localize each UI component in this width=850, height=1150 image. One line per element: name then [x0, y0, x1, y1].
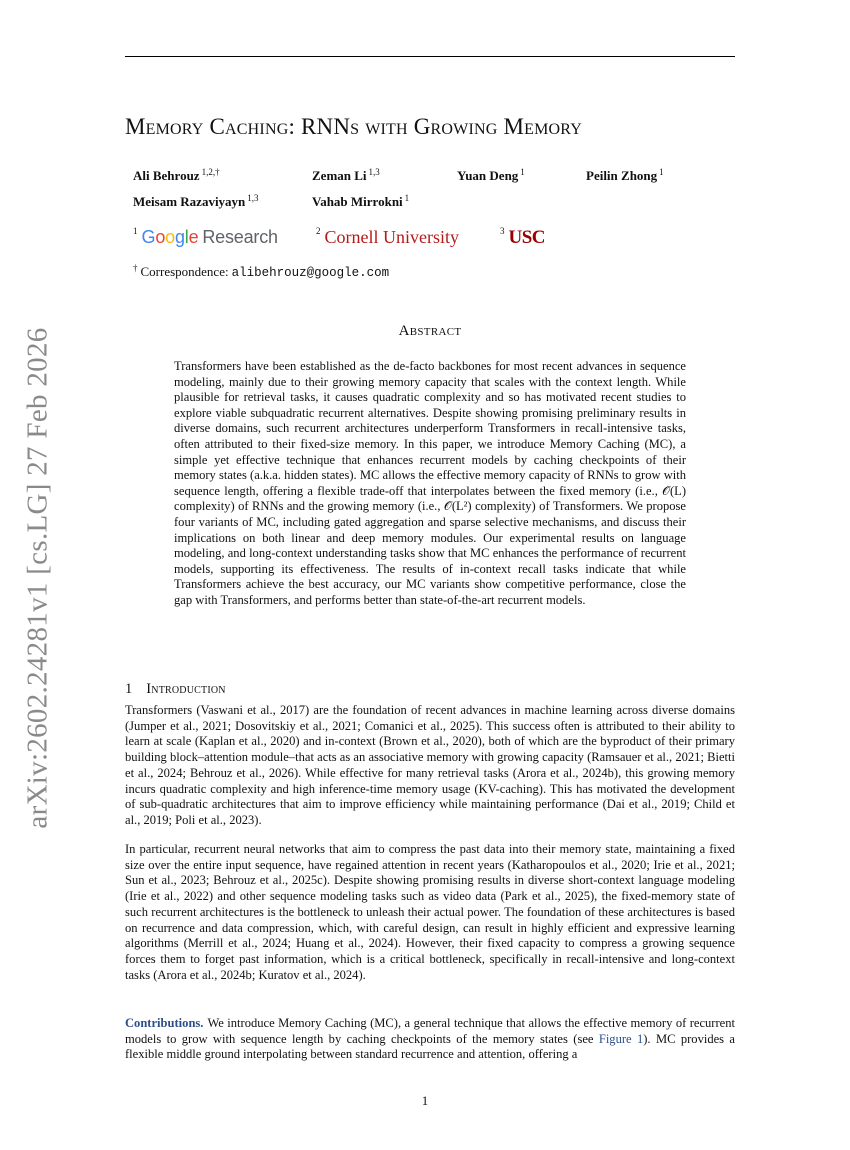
- affiliation-usc: $^3$ USC: [500, 226, 546, 248]
- top-rule: [125, 56, 735, 57]
- figure-1-link[interactable]: Figure 1: [598, 1031, 644, 1046]
- usc-logo: USC: [508, 227, 546, 248]
- correspondence-email[interactable]: alibehrouz@google.com: [231, 266, 390, 280]
- correspondence-note: † Correspondence: alibehrouz@google.com: [133, 263, 390, 280]
- author-zeman-li: Zeman Li $^{1,3}$: [312, 167, 380, 183]
- author-row: [133, 167, 753, 193]
- affiliation-google-research: $^1$ Google Research: [133, 226, 278, 247]
- author-peilin-zhong: Peilin Zhong $^1$: [586, 167, 664, 183]
- contributions-label: Contributions.: [125, 1016, 204, 1030]
- author-yuan-deng: Yuan Deng $^1$: [457, 167, 525, 183]
- google-research-logo: Google Research: [141, 227, 278, 247]
- author-ali-behrouz: Ali Behrouz $^{1,2,\dagger}$: [133, 167, 220, 183]
- author-list: [133, 167, 753, 219]
- affiliation-logos: [133, 226, 753, 260]
- paper-title: Memory Caching: RNNs with Growing Memory: [125, 114, 582, 139]
- body-paragraph: Transformers (Vaswani et al., 2017) are the foundation of recent advances in machine learning across diverse domains (Jumper et al., 2021; Dosovitskiy et al., 2021; Comanici et al., 2025). This success often is attributed to their ability to learn at scale (Kaplan et al., 2020) and in-context (Brown et al., 2020), both of which are the byproduct of their primary building block–attention module–that acts as an associative memory with growing capacity (Ramsauer et al., 2021; Bietti et al., 2024; Behrouz et al., 2026). While effective for many retrieval tasks (Arora et al., 2024b), this growing memory incurs quadratic complexity and high inference-time memory usage (KV-caching). This has motivated the development of sub-quadratic architectures that aim to improve efficiency while maintaining performance (Dai et al., 2019; Child et al., 2019; Poli et al., 2023).: [125, 703, 735, 827]
- arxiv-identifier-stamp: arXiv:2602.24281v1 [cs.LG] 27 Feb 2026: [21, 327, 54, 829]
- author-row: [133, 193, 753, 219]
- author-vahab-mirrokni: Vahab Mirrokni $^1$: [312, 193, 410, 209]
- body-paragraph: In particular, recurrent neural networks that aim to compress the past data into their memory state, maintaining a fixed size over the entire input sequence, have regained attention in recent years (Katharopoulos et al., 2020; Irie et al., 2021; Sun et al., 2023; Behrouz et al., 2025c). Despite showing promising results in diverse short-context language modeling (Irie et al., 2022) and other sequence modeling tasks such as video data (Park et al., 2025), the fixed-memory state of such recurrent architectures is the bottleneck to unleash their actual power. The foundation of these architectures is based on recurrence and data compression, which, with careful design, can result in highly efficient and expressive learning algorithms (Merrill et al., 2024; Huang et al., 2024). However, their fixed capacity to compress a growing sequence forces them to forget past information, which is a critical bottleneck, specifically in recall-intensive and long-context tasks (Arora et al., 2024b; Kuratov et al., 2024).: [125, 842, 735, 982]
- contributions-paragraph: Contributions. We introduce Memory Caching (MC), a general technique that allows the effective memory of recurrent models to grow with sequence length by caching checkpoints of the memory states (see Figure 1). MC provides a flexible middle ground interpolating between standard recurrence and attention, offering a: [125, 1016, 735, 1062]
- abstract-heading: Abstract: [398, 323, 462, 339]
- author-meisam-razaviyayn: Meisam Razaviyayn $^{1,3}$: [133, 193, 259, 209]
- section-heading-introduction: 1 Introduction: [125, 681, 226, 697]
- affiliation-cornell: $^2$ Cornell University: [316, 226, 459, 247]
- cornell-university-logo: Cornell University: [324, 227, 459, 247]
- page-number: 1: [421, 1093, 429, 1108]
- abstract-text: Transformers have been established as the de-facto backbones for most recent advances in sequence modeling, mainly due to their growing memory capacity that scales with the context length. While plausible for retrieval tasks, it causes quadratic complexity and so has motivated recent studies to explore viable subquadratic recurrent alternatives. Despite showing promising preliminary results in diverse domains, such recurrent architectures underperform Transformers in recall-intensive tasks, often attributed to their fixed-size memory. In this paper, we introduce Memory Caching (MC), a simple yet effective technique that enhances recurrent models by caching checkpoints of their memory states (a.k.a. hidden states). MC allows the effective memory capacity of RNNs to grow with sequence length, offering a flexible trade-off that interpolates between the fixed memory (i.e., 𝒪(L) complexity) of RNNs and the growing memory (i.e., 𝒪(L²) complexity) of Transformers. We propose four variants of MC, including gated aggregation and sparse selective mechanisms, and discuss their implications on both linear and deep memory modules. Our experimental results on language modeling, and long-context understanding tasks show that MC enhances the performance of recurrent models, supporting its effectiveness. The results of in-context recall tasks indicate that while Transformers achieve the best accuracy, our MC variants show competitive performance, close the gap with Transformers, and performs better than state-of-the-art recurrent models.: [174, 359, 686, 607]
